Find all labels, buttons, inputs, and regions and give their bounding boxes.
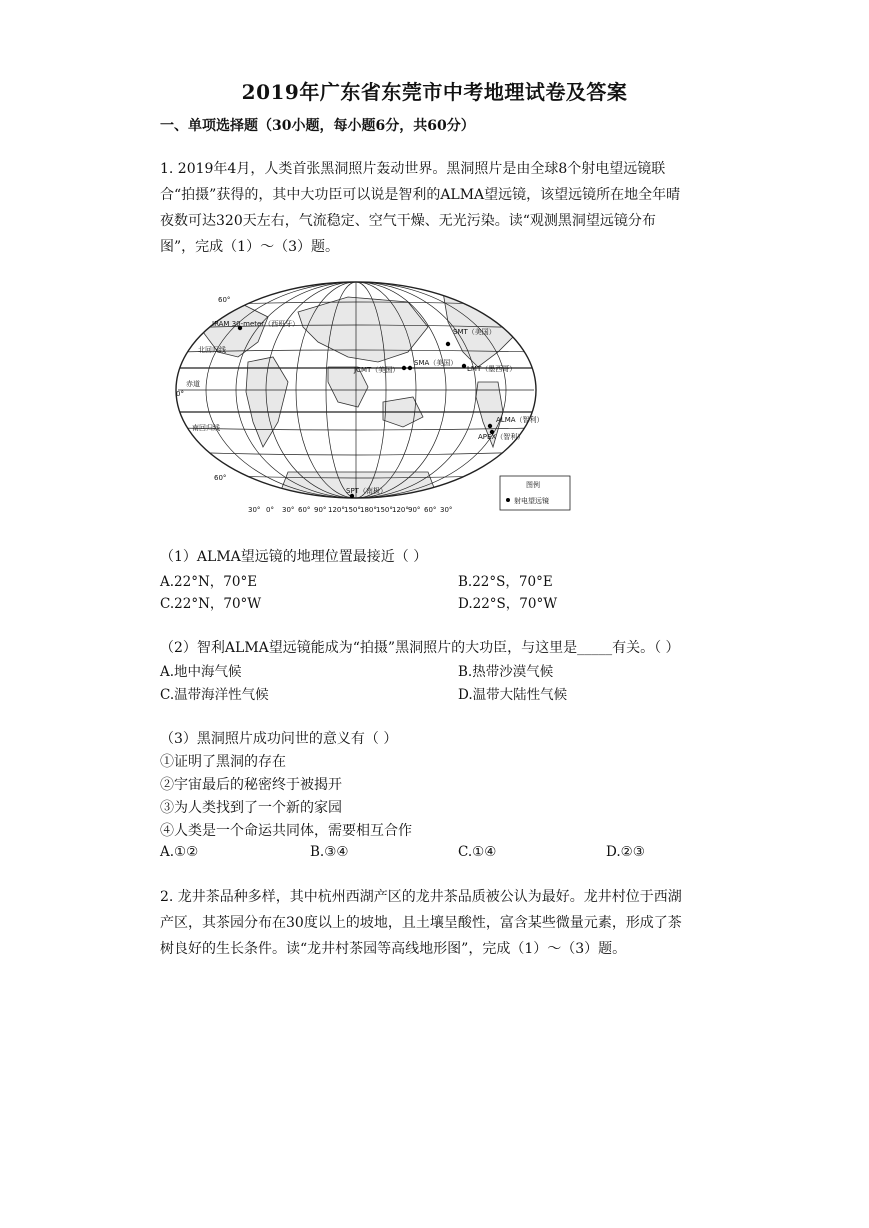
q1-sub3-option-d[interactable]: D.②③ — [606, 844, 645, 860]
svg-text:0°: 0° — [266, 506, 274, 514]
station-label-smt: SMT（美国） — [453, 328, 496, 336]
section-heading: 一、单项选择题（30小题，每小题6分，共60分） — [160, 118, 475, 134]
q1-intro-line-3: 夜数可达320天左右，气流稳定、空气干燥、无光污染。读“观测黑洞望远镜分布 — [160, 213, 656, 229]
svg-text:90°: 90° — [314, 506, 327, 514]
q1-sub2-option-d[interactable]: D.温带大陆性气候 — [458, 687, 568, 703]
longitude-labels — [248, 506, 452, 514]
q2-intro-line-2: 产区，其茶园分布在30度以上的坡地，且土壤呈酸性，富含某些微量元素，形成了茶 — [160, 915, 682, 931]
station-label-apex: APEX（智利） — [478, 433, 525, 441]
q1-sub3-statement-3: ③为人类找到了一个新的家园 — [160, 800, 342, 816]
q1-intro-line-1: 1. 2019年4月，人类首张黑洞照片轰动世界。黑洞照片是由全球8个射电望远镜联 — [160, 161, 666, 177]
lat-label-60n: 60° — [218, 296, 231, 304]
q1-sub1-stem: （1）ALMA望远镜的地理位置最接近（ ） — [160, 549, 428, 565]
q1-sub3-statement-2: ②宇宙最后的秘密终于被揭开 — [160, 777, 342, 793]
q1-sub1-option-d[interactable]: D.22°S，70°W — [458, 596, 558, 612]
q1-sub2-option-b[interactable]: B.热带沙漠气候 — [458, 664, 554, 680]
q1-sub3-option-c[interactable]: C.①④ — [458, 844, 497, 860]
svg-text:150°: 150° — [344, 506, 361, 514]
lat-label-60s: 60° — [214, 474, 227, 482]
svg-text:180°: 180° — [360, 506, 377, 514]
svg-text:120°: 120° — [392, 506, 409, 514]
telescope-distribution-map — [178, 272, 574, 516]
q1-sub3-statement-4: ④人类是一个命运共同体，需要相互合作 — [160, 823, 412, 839]
legend-dot-icon — [506, 498, 510, 502]
legend-title: 图例 — [526, 481, 540, 489]
station-label-spt: SPT（南极） — [346, 487, 387, 495]
station-label-sma: SMA（美国） — [414, 359, 458, 367]
svg-text:30°: 30° — [440, 506, 453, 514]
svg-text:90°: 90° — [408, 506, 421, 514]
q2-intro-line-3: 树良好的生长条件。读“龙井村茶园等高线地形图”，完成（1）～（3）题。 — [160, 941, 627, 957]
svg-text:30°: 30° — [248, 506, 261, 514]
svg-text:60°: 60° — [424, 506, 437, 514]
station-label-iram: IRAM 30-meter（西班牙） — [212, 320, 300, 328]
svg-text:150°: 150° — [376, 506, 393, 514]
q1-sub2-option-a[interactable]: A.地中海气候 — [160, 664, 242, 680]
q1-intro-line-2: 合“拍摄”获得的，其中大功臣可以说是智利的ALMA望远镜，该望远镜所在地全年晴 — [160, 187, 681, 203]
q1-sub2-option-c[interactable]: C.温带海洋性气候 — [160, 687, 269, 703]
q2-intro-line-1: 2. 龙井茶品种多样，其中杭州西湖产区的龙井茶品质被公认为最好。龙井村位于西湖 — [160, 889, 682, 905]
q1-sub1-option-c[interactable]: C.22°N，70°W — [160, 596, 262, 612]
q1-sub2-stem: （2）智利ALMA望远镜能成为“拍摄”黑洞照片的大功臣，与这里是_____有关。（ ） — [160, 640, 680, 656]
lat-label-tropic-n: 北回归线 — [198, 346, 226, 354]
map-legend — [500, 476, 570, 510]
q1-sub3-statement-1: ①证明了黑洞的存在 — [160, 754, 286, 770]
station-label-alma: ALMA（智利） — [496, 416, 544, 424]
legend-item: 射电望远镜 — [514, 497, 549, 505]
station-label-lmt: LMT（墨西哥） — [467, 365, 517, 373]
q1-sub3-option-b[interactable]: B.③④ — [310, 844, 349, 860]
q1-intro-line-4: 图”，完成（1）～（3）题。 — [160, 239, 339, 255]
svg-text:30°: 30° — [282, 506, 295, 514]
q1-sub1-option-a[interactable]: A.22°N，70°E — [160, 574, 258, 590]
page-title: 2019年广东省东莞市中考地理试卷及答案 — [241, 80, 628, 104]
station-label-jcmt: JCMT（美国） — [354, 366, 400, 374]
lat-label-equator: 赤道 — [186, 380, 200, 388]
svg-text:120°: 120° — [328, 506, 345, 514]
q1-sub3-option-a[interactable]: A.①② — [160, 844, 199, 860]
lat-label-0: 0° — [176, 390, 184, 398]
svg-text:60°: 60° — [298, 506, 311, 514]
lat-label-tropic-s: 南回归线 — [192, 424, 220, 432]
q1-sub3-stem: （3）黑洞照片成功问世的意义有（ ） — [160, 731, 398, 747]
q1-sub1-option-b[interactable]: B.22°S，70°E — [458, 574, 553, 590]
